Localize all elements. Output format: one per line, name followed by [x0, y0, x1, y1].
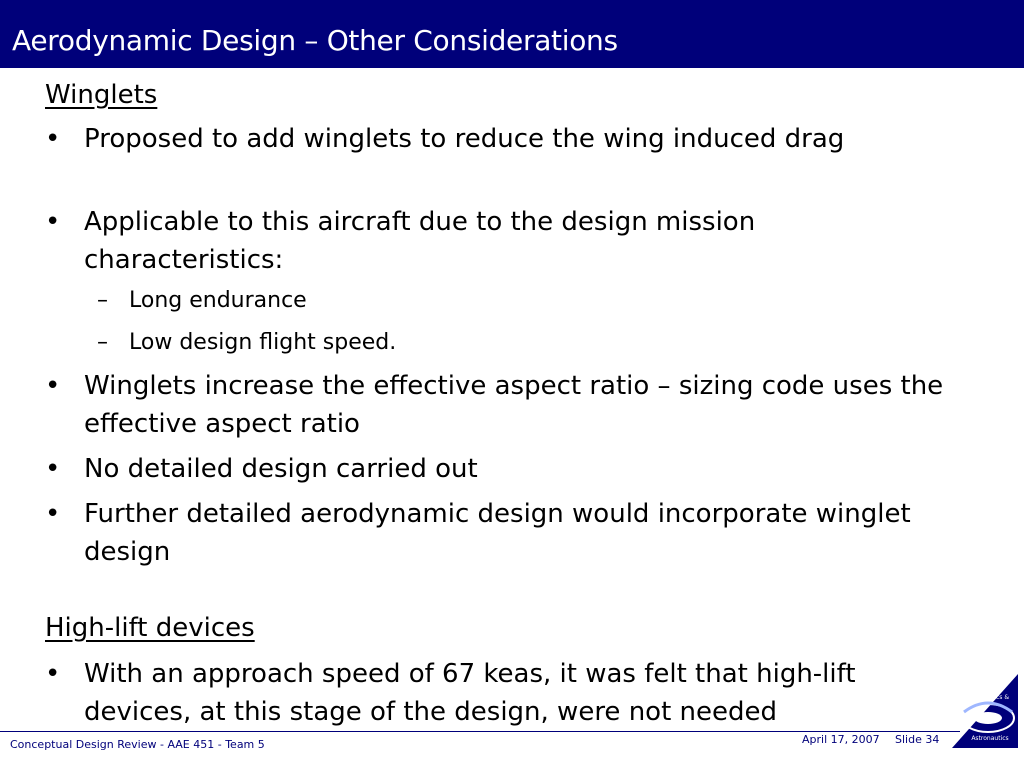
bullet-item	[45, 450, 945, 488]
dash-marker: –	[97, 288, 108, 313]
bullet-marker: •	[45, 454, 61, 484]
bullet-marker: •	[45, 371, 61, 401]
bullet-item	[45, 655, 945, 731]
bullet-marker: •	[45, 499, 61, 529]
sub-bullet-item	[97, 286, 917, 316]
bullet-text: Winglets increase the effective aspect ratio – sizing code uses the effective aspect ratio	[84, 371, 944, 439]
sub-bullet-text: Low design flight speed.	[129, 330, 397, 355]
footer-date: April 17, 2007	[802, 733, 880, 746]
aeronautics-logo-icon	[950, 672, 1020, 750]
bullet-text: Applicable to this aircraft due to the design mission characteristics:	[84, 207, 756, 275]
bullet-text: With an approach speed of 67 keas, it was felt that high-lift devices, at this stage of the design, were not needed	[84, 659, 856, 727]
bullet-item	[45, 367, 945, 443]
bullet-item	[45, 495, 945, 571]
footer-slide-number: Slide 34	[895, 733, 940, 746]
slide-title: Aerodynamic Design – Other Considerations	[12, 24, 618, 57]
logo-top-text: Aeronautics &	[966, 694, 1010, 701]
footer-divider	[0, 731, 960, 732]
bullet-item	[45, 203, 945, 279]
sub-bullet-text: Long endurance	[129, 288, 307, 313]
dash-marker: –	[97, 330, 108, 355]
logo-bottom-text: Astronautics	[971, 735, 1009, 742]
bullet-marker: •	[45, 124, 61, 154]
bullet-text: No detailed design carried out	[84, 454, 478, 484]
bullet-text: Proposed to add winglets to reduce the wing induced drag	[84, 124, 845, 154]
section-heading-high-lift: High-lift devices	[45, 613, 255, 643]
bullet-text: Further detailed aerodynamic design would incorporate winglet design	[84, 499, 911, 567]
section-heading-winglets: Winglets	[45, 80, 158, 110]
bullet-marker: •	[45, 207, 61, 237]
bullet-item	[45, 120, 945, 158]
bullet-marker: •	[45, 659, 61, 689]
sub-bullet-item	[97, 328, 917, 358]
footer-course: Conceptual Design Review - AAE 451 - Team 5	[10, 738, 265, 751]
